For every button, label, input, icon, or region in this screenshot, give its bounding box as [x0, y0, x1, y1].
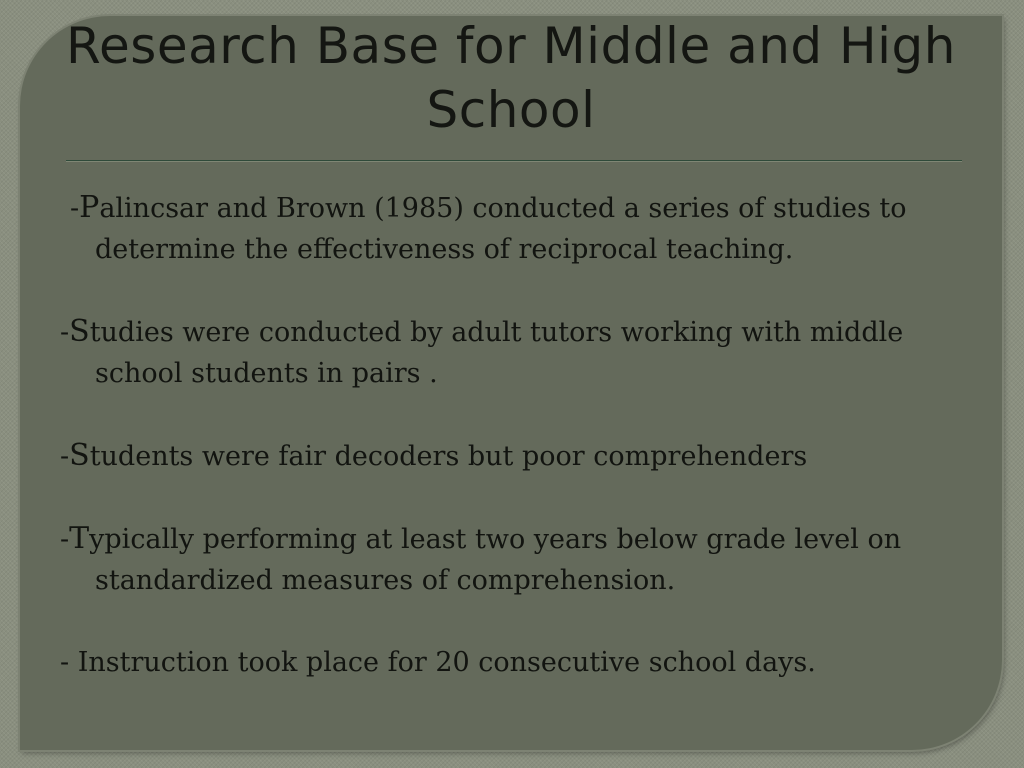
bullet-text: nstruction took place for 20 consecutive school days.: [88, 647, 816, 678]
bullet-text: tudents were fair decoders but poor comprehenders: [89, 441, 808, 472]
bullet-text: ypically performing at least two years below grade level on standardized measures of comprehension.: [89, 524, 902, 596]
bullet-prefix: -: [60, 317, 70, 348]
bullet-adult-tutors: [60, 311, 990, 394]
bullet-text: tudies were conducted by adult tutors working with middle school students in pairs .: [89, 317, 904, 389]
slide-body: [60, 187, 990, 683]
bullet-prefix: -: [60, 524, 70, 555]
bullet-palincsar-brown: [60, 187, 990, 270]
bullet-initial: I: [77, 647, 89, 678]
bullet-initial: T: [69, 521, 90, 556]
slide-title: Research Base for Middle and High School: [66, 17, 956, 139]
bullet-prefix: -: [60, 647, 78, 678]
bullet-initial: S: [69, 438, 90, 473]
bullet-grade-level: [60, 518, 990, 601]
bullet-initial: S: [69, 314, 90, 349]
bullet-initial: P: [79, 190, 100, 225]
bullet-prefix: -: [60, 441, 70, 472]
title-divider: [66, 160, 962, 162]
bullet-decoders: [60, 435, 990, 477]
bullet-prefix: -: [70, 193, 80, 224]
bullet-text: alincsar and Brown (1985) conducted a series of studies to determine the effectiveness of reciprocal teaching.: [95, 193, 907, 265]
bullet-instruction-days: [60, 642, 990, 683]
